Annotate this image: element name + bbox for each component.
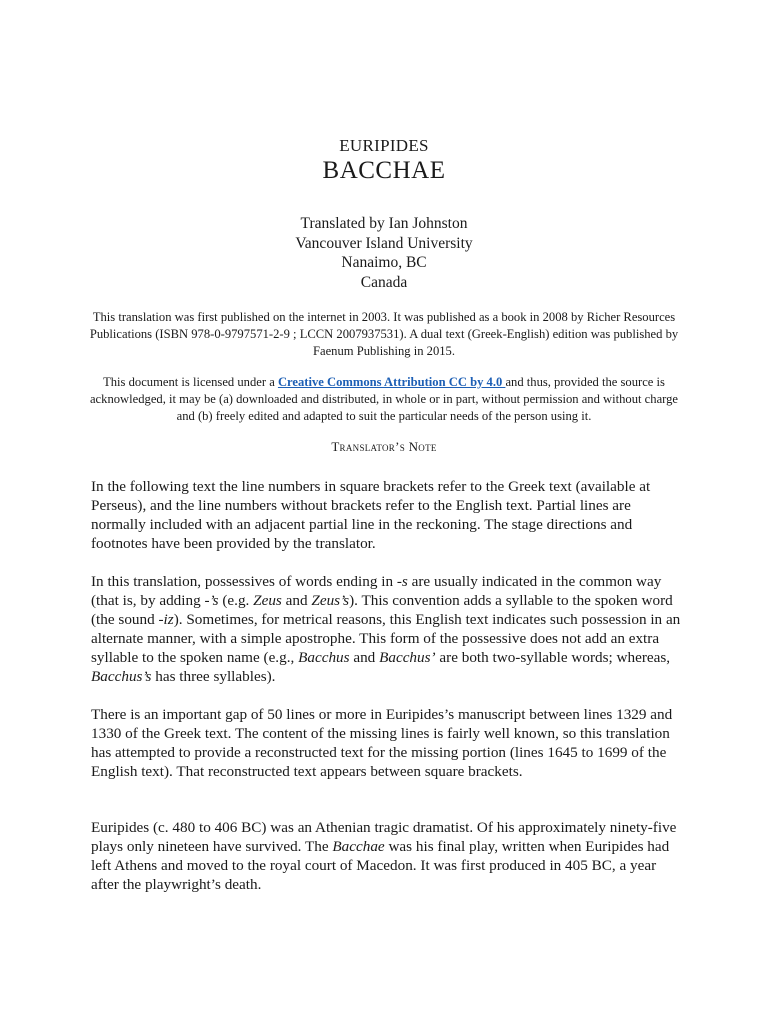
paragraph-possessives — [91, 572, 681, 686]
paragraph-text: There is an important gap of 50 lines or more in Euripides’s manuscript between lines 1329 and 1330 of the Greek text. The content of the missing lines is fairly well known, so this translation has attempted to provide a reconstructed text for the missing portion (lines 1645 to 1699 of the English text). That reconstructed text appears between square brackets. — [91, 706, 673, 780]
text-run: In this translation, possessives of words ending in — [91, 573, 397, 590]
city-line: Nanaimo, BC — [341, 254, 427, 271]
institution-line: Vancouver Island University — [295, 234, 473, 252]
license-note — [88, 374, 680, 425]
license-prefix: This document is licensed under a — [103, 375, 278, 389]
translators-note-heading: Translator’s Note — [331, 439, 437, 454]
paragraph-euripides-bio — [91, 818, 681, 894]
italic-run: Bacchus — [298, 649, 350, 666]
text-run: and — [349, 649, 380, 666]
italic-run: Bacchae — [332, 838, 385, 855]
publication-note: This translation was first published on the internet in 2003. It was published as a book in 2008 by Richer Resources Publications (ISBN 978-0-9797571-2-9 ; LCCN 2007937531). A dual text (Greek-English) edition was published by Faenum Publishing in 2015. — [89, 310, 679, 358]
italic-run: Bacchus’s — [91, 668, 152, 685]
license-suffix: and thus, provided the source is acknowledged, it may be (a) downloaded and distributed, in whole or in part, without permission and without charge and (b) freely edited and adapted to suit the particular needs of the person using it. — [89, 375, 679, 423]
paragraph-text: In the following text the line numbers in square brackets refer to the Greek text (available at Perseus), and the line numbers without brackets refer to the English text. Partial lines are normally included with an adjacent partial line in the reckoning. The stage directions and footnotes have been provided by the translator. — [91, 478, 651, 552]
text-run: ). Sometimes, for metrical reasons, this English text indicates such possession in an alternate manner, with a simple apostrophe. This form of the possessive does not add an extra syllable to the spoken name (e.g., — [91, 611, 681, 666]
text-run: and — [281, 592, 312, 609]
document-title: BACCHAE — [322, 157, 446, 184]
text-run: are usually indicated in the common way (that is, by adding — [91, 573, 662, 609]
author-name: EURIPIDES — [339, 136, 429, 155]
italic-run: Zeus — [253, 592, 282, 609]
text-run: has three syllables). — [151, 668, 276, 685]
paragraph-missing-lines — [91, 705, 681, 781]
translator-line: Translated by Ian Johnston — [300, 215, 468, 232]
italic-run: Bacchus’ — [379, 649, 436, 666]
paragraph-line-numbers — [91, 477, 681, 553]
text-run: (e.g. — [218, 592, 254, 609]
text-run: ). This convention adds a syllable to the spoken word (the sound — [91, 592, 673, 628]
paragraph-text — [91, 818, 681, 894]
paragraph-text — [91, 572, 681, 686]
italic-run: Zeus’s — [311, 592, 350, 609]
creative-commons-link[interactable]: Creative Commons Attribution CC by 4.0 — [277, 375, 506, 389]
country-line: Canada — [360, 273, 408, 291]
text-run: Euripides (c. 480 to 406 BC) was an Athenian tragic dramatist. Of his approximately ninety-five plays only nineteen have survived. The — [91, 819, 677, 855]
text-run: was his final play, written when Euripides had left Athens and moved to the royal court of Macedon. It was first produced in 405 BC, a year after the playwright’s death. — [91, 838, 670, 893]
translator-credits — [0, 214, 768, 292]
italic-run: -’s — [204, 592, 219, 609]
italic-run: -iz — [158, 611, 174, 628]
italic-run: -s — [396, 573, 408, 590]
text-run: are both two-syllable words; whereas, — [435, 649, 671, 666]
